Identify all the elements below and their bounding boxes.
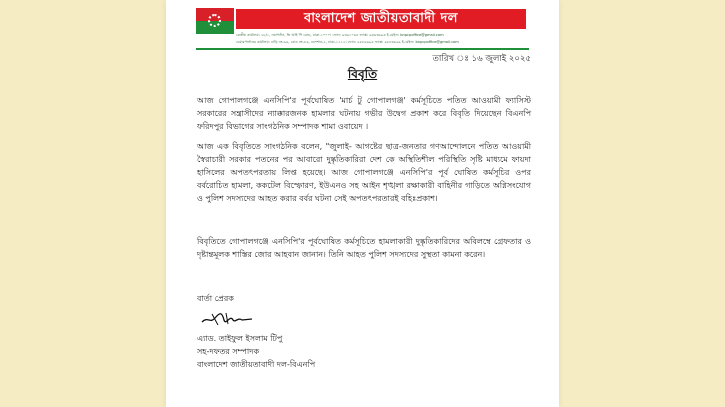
letterhead — [196, 6, 526, 46]
statement-title-text: বিবৃতি — [347, 67, 378, 81]
address-line-1: কেন্দ্রীয় কার্যালয়: ২৮/১, নয়াপল্টন, ভি আই পি রোড, ঢাকা-১০০০। ফোন: ৯৩৬১০৬৪ ফ্যাক্স: ৯৩৬৩৬৯৩ ই-মেইল: bnpcpoffice@gmail.com — [236, 33, 444, 37]
signature-icon — [200, 308, 256, 330]
statement-title — [166, 66, 559, 86]
address-line-2: চেয়ারপার্সনের কার্যালয়: বাড়ি নং-৬৬, রোড নং-৮৬, গুলশান-২, ঢাকা-১২১২। ফোন: ৯৮৮৯৬৯৬ ফ্যাক্স: ৯৮৮৩৬৬৯ ই-মেইল: bnpcpoffice@gmail.com — [236, 40, 459, 44]
paragraph-1: আজ গোপালগঞ্জে এনসিপি'র পূর্বঘোষিত 'মার্চ টু গোপালগঞ্জ' কর্মসূচিতে পতিত আওয়ামী ফ্যাসিস্ট সরকারের সন্ত্রাসীদের ন্যাক্কারজনক হামলার ঘটনায় গভীর উদ্বেগ প্রকাশ করে বিবৃতি দিয়েছেন বিএনপি ফরিদপুর বিভাগের সাংগঠনিক সম্পাদক শামা ওবায়েদ । — [197, 96, 531, 131]
sender-label: বার্তা প্রেরক — [197, 294, 234, 303]
party-flag-logo-icon — [196, 8, 234, 34]
press-release-sheet — [166, 0, 559, 407]
sender-name: এ্যাড. তাইফুল ইসলাম টিপু — [197, 334, 283, 343]
date: তারিখ ঃ ১৬ জুলাই ২০২৫ — [432, 54, 531, 64]
paragraph-2: আজ এক বিবৃতিতে সাংগঠনিক বলেন, "জুলাই- আগষ্টের ছাত্র-জনতার গণআন্দোলনে পতিত আওয়ামী স্বৈরাচারী সরকার পতনের পর আবারো দুষ্কৃতিকারিরা দেশ কে অস্থিতিশীল পরিস্থিতি সৃষ্টি মাধ্যমে ফায়দা হাসিলের অপতৎপরতায় লিপ্ত হয়েছে। আজ গোপালগঞ্জে এনসিপি'র পূর্ব ঘোষিত কর্মসূচির ওপর বর্বরোচিত হামলা, ককটেল বিস্ফোরণ, ইউএনও সহ আইন শৃঙ্খলা রক্ষাকারী বাহিনীর গাড়িতে অগ্নিসংযোগ ও পুলিশ সদস্যদের আহত করার বর্বর ঘটনা সেই অপতৎপরতারই বহিঃপ্রকাশ। — [197, 142, 531, 203]
letterhead-divider — [196, 48, 529, 50]
sender-organization: বাংলাদেশ জাতীয়তাবাদী দল-বিএনপি — [197, 360, 316, 369]
paragraph-3: বিবৃতিতে গোপালগঞ্জে এনসিপি'র পূর্বঘোষিত কর্মসূচিতে হামলাকারী দুষ্কৃতিকারিদের অবিলম্বে গ্রেফতার ও দৃষ্টান্তমূলক শাস্তির জোর আহবান জানান। তিনি আহত পুলিশ সদস্যদের সুস্থতা কামনা করেন। — [197, 237, 531, 259]
sender-designation: সহ-দফতর সম্পাদক — [197, 347, 260, 356]
party-name: বাংলাদেশ জাতীয়তাবাদী দল — [236, 9, 526, 29]
